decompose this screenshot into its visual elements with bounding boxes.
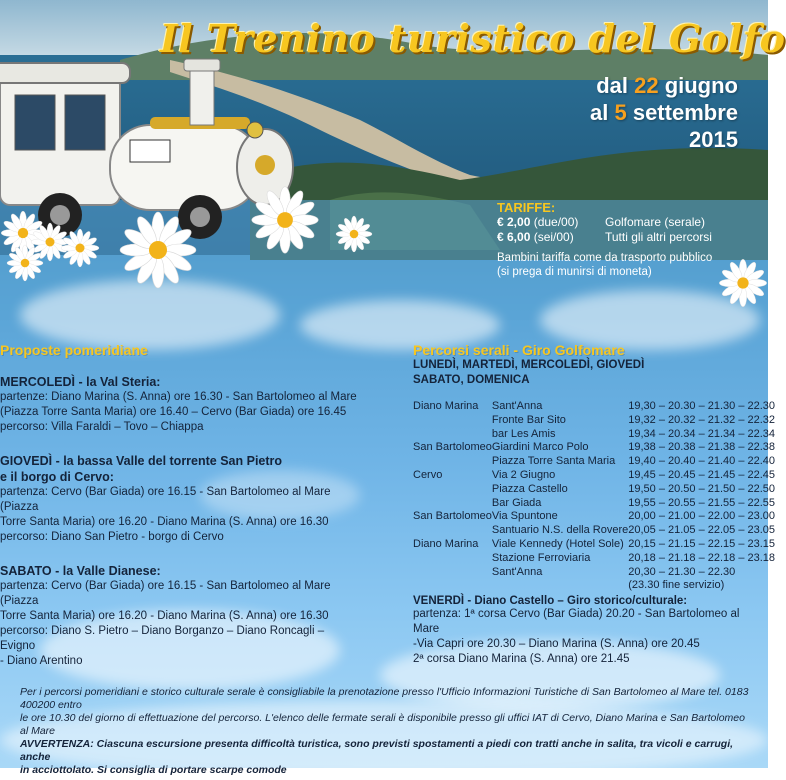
date-end: al 5 settembre [590, 100, 738, 125]
schedule-row [413, 552, 775, 566]
schedule-row [413, 510, 775, 524]
tariffs-note: Bambini tariffa come da trasporto pubblico (si prega di munirsi di moneta) [497, 252, 713, 278]
schedule-times: 19,32 – 20.32 – 21.32 – 22.32 [628, 413, 776, 426]
cloud [20, 280, 280, 350]
schedule-times: 19,40 – 20.40 – 21.40 – 22.40 [628, 455, 776, 468]
schedule-times: 20,30 – 21.30 – 22.30 [628, 565, 736, 578]
schedule-stop: Sant'Anna [491, 565, 543, 578]
schedule-stop: bar Les Amis [491, 427, 556, 440]
afternoon-tours [0, 342, 360, 669]
tariff-row: € 6,00 (sei/00) Tutti gli altri percorsi [497, 230, 712, 244]
schedule-town [413, 566, 492, 580]
schedule-stop: Via Spuntone [491, 510, 558, 523]
schedule-town: San Bartolomeo [413, 510, 492, 523]
schedule-times: 20,00 – 21.00 – 22.00 – 23.00 [628, 510, 776, 523]
schedule-town: Cervo [413, 468, 443, 481]
daisy-icon [6, 244, 44, 282]
schedule-row [413, 566, 775, 580]
poster-title: Il Trenino turistico del Golfo [160, 16, 786, 61]
schedule-row [413, 428, 775, 442]
tour-saturday: SABATO - la Valle Dianese: partenza: Cervo (Bar Giada) ore 16.15 - San Bartolomeo al Mare (Piazza Torre Santa Maria) ore 16.20 - Diano Marina (S. Anna) ore 16.30 percorso: Diano S. Pietro – Diano Borganzo – Diano Roncagli – Evigno - Diano Arentino [0, 564, 331, 667]
schedule-times: 19,50 – 20.50 – 21.50 – 22.50 [628, 482, 776, 495]
schedule-town [413, 497, 492, 511]
schedule-stop: Viale Kennedy (Hotel Sole) [491, 537, 624, 550]
schedule-times: 20,15 – 21.15 – 22.15 – 23.15 [628, 537, 776, 550]
footer-notes: Per i percorsi pomeridiani e storico culturale serale è consigliabile la prenotazione presso l'Ufficio Informazioni Turistiche di San Bartolomeo al Mare tel. 0183 400200 entro le ore 10.30 del giorno di effettuazione del percorso. L'elenco delle fermate serali è disponibile presso gli uffici IAT di Cervo, Diano Marina e San Bartolomeo al Mare AVVERTENZA: Ciascuna escursione presenta difficoltà turistica, sono previsti spostamenti a piedi con tratti anche in salita, tra vicoli e carrugi, anche in acciottolato. Si consiglia di portare scarpe comode [20, 686, 749, 776]
schedule-row [413, 441, 775, 455]
daisy-icon [335, 215, 373, 253]
schedule-town [413, 455, 492, 469]
schedule-town [413, 579, 492, 593]
schedule-row [413, 497, 775, 511]
schedule-stop: Piazza Castello [491, 482, 568, 495]
evening-days: LUNEDÌ, MARTEDÌ, MERCOLEDÌ, GIOVEDÌ [413, 359, 645, 371]
schedule-times: 19,30 – 20.30 – 21.30 – 22.30 [628, 400, 776, 412]
schedule-stop: Sant'Anna [491, 400, 543, 412]
tour-wednesday: MERCOLEDÌ - la Val Steria: partenze: Diano Marina (S. Anna) ore 16.30 - San Bartolomeo al Mare (Piazza Torre Santa Maria) ore 16.40 – Cervo (Bar Giada) ore 16.45 percorso: Villa Faraldi – Tovo – Chiappa [0, 375, 357, 433]
schedule-row [413, 538, 775, 552]
schedule-town: Diano Marina [413, 537, 479, 550]
schedule-town [413, 552, 492, 566]
schedule-town: San Bartolomeo [413, 441, 492, 454]
schedule-stop: Via 2 Giugno [491, 468, 556, 481]
schedule-times: (23.30 fine servizio) [628, 579, 725, 592]
daisy-icon [118, 210, 198, 290]
schedule-stop: Fronte Bar Sito [491, 413, 566, 426]
schedule-row [413, 524, 775, 538]
date-start: dal 22 giugno [596, 73, 738, 98]
daisy-icon [250, 185, 320, 255]
schedule-town [413, 483, 492, 497]
evening-tours [413, 342, 776, 667]
schedule-row [413, 469, 775, 483]
tariffs-label: TARIFFE: [497, 200, 556, 215]
schedule-times: 19,38 – 20.38 – 21.38 – 22.38 [628, 441, 776, 454]
schedule-town [413, 414, 492, 428]
schedule-times: 19,45 – 20.45 – 21.45 – 22.45 [628, 468, 776, 481]
schedule-stop: Giardini Marco Polo [491, 441, 589, 454]
evening-schedule [413, 400, 775, 593]
schedule-stop: Santuario N.S. della Rovere [491, 524, 629, 537]
schedule-stop [492, 579, 628, 593]
schedule-row [413, 483, 775, 497]
schedule-row [413, 414, 775, 428]
schedule-stop: Stazione Ferroviaria [491, 551, 591, 564]
schedule-town [413, 524, 492, 538]
tariff-row: € 2,00 (due/00) Golfomare (serale) [497, 215, 706, 229]
schedule-times: 19,34 – 20.34 – 21.34 – 22.34 [628, 427, 776, 440]
year: 2015 [689, 127, 738, 152]
schedule-row [413, 455, 775, 469]
schedule-row [413, 579, 775, 593]
schedule-town [413, 428, 492, 442]
evening-days: SABATO, DOMENICA [413, 374, 530, 386]
tour-thursday: GIOVEDÌ - la bassa Valle del torrente San Pietro e il borgo di Cervo: partenza: Cervo (Bar Giada) ore 16.15 - San Bartolomeo al Mare (Piazza Torre Santa Maria) ore 16.20 - Diano Marina (S. Anna) ore 16.30 percorso: Diano San Pietro - borgo di Cervo [0, 454, 331, 543]
tariffs-box [497, 200, 747, 279]
schedule-stop: Bar Giada [491, 496, 542, 509]
date-range [590, 72, 738, 153]
schedule-times: 20,18 – 21.18 – 22.18 – 23.18 [628, 551, 776, 564]
schedule-stop: Piazza Torre Santa Maria [491, 455, 616, 468]
schedule-row [413, 400, 775, 414]
afternoon-title: Proposte pomeridiane [0, 342, 148, 358]
schedule-town: Diano Marina [413, 400, 479, 412]
schedule-times: 19,55 – 20.55 – 21.55 – 22.55 [628, 496, 776, 509]
tour-friday: VENERDÌ - Diano Castello – Giro storico/culturale: partenza: 1ª corsa Cervo (Bar Giada) 20.20 - San Bartolomeo al Mare -Via Capri ore 20.30 – Diano Marina (S. Anna) ore 20.45 2ª corsa Diano Marina (S. Anna) ore 21.45 [413, 595, 740, 666]
evening-title: Percorsi serali - Giro Golfomare [413, 342, 625, 358]
schedule-times: 20,05 – 21.05 – 22.05 – 23.05 [628, 524, 776, 537]
daisy-icon [60, 228, 100, 268]
